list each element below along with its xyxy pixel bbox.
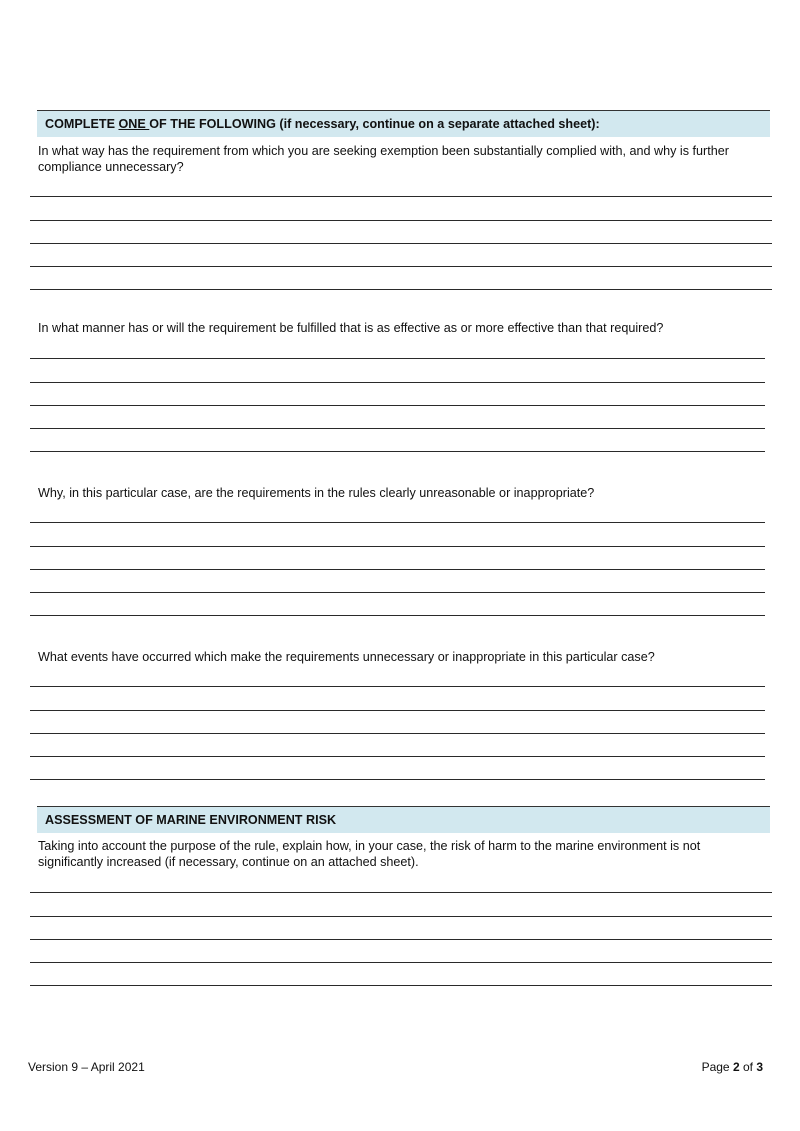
- answer-line[interactable]: [30, 220, 772, 221]
- page-prefix: Page: [701, 1060, 733, 1074]
- answer-line[interactable]: [30, 939, 772, 940]
- section-header-prefix: COMPLETE: [45, 117, 119, 131]
- answer-line[interactable]: [30, 266, 772, 267]
- page-mid: of: [739, 1060, 757, 1074]
- page-number: [702, 1060, 763, 1074]
- answer-line[interactable]: [30, 779, 765, 780]
- answer-line[interactable]: [30, 569, 765, 570]
- section-header-complete-one: [37, 110, 770, 137]
- answer-line[interactable]: [30, 615, 765, 616]
- answer-line[interactable]: [30, 522, 765, 523]
- question-events-occurred: What events have occurred which make the requirements unnecessary or inappropriate in this particular case?: [38, 650, 655, 664]
- answer-line[interactable]: [30, 733, 765, 734]
- section-header-marine-risk: ASSESSMENT OF MARINE ENVIRONMENT RISK: [37, 806, 770, 833]
- version-label: Version 9 – April 2021: [28, 1060, 145, 1074]
- answer-line[interactable]: [30, 243, 772, 244]
- answer-line[interactable]: [30, 289, 772, 290]
- answer-line[interactable]: [30, 196, 772, 197]
- answer-line[interactable]: [30, 405, 765, 406]
- page-total: 3: [756, 1060, 763, 1074]
- answer-line[interactable]: [30, 686, 765, 687]
- answer-line[interactable]: [30, 710, 765, 711]
- question-equivalent-fulfilment: In what manner has or will the requirement be fulfilled that is as effective as or more effective than that required?: [38, 321, 664, 335]
- question-unreasonable-requirements: Why, in this particular case, are the requirements in the rules clearly unreasonable or inappropriate?: [38, 486, 595, 500]
- answer-line[interactable]: [30, 756, 765, 757]
- question-marine-risk: Taking into account the purpose of the rule, explain how, in your case, the risk of harm to the marine environment is not significantly increased (if necessary, continue on an attached sheet).: [38, 839, 701, 869]
- answer-line[interactable]: [30, 451, 765, 452]
- section-header-emphasis: ONE: [118, 117, 150, 131]
- answer-line[interactable]: [30, 382, 765, 383]
- answer-line[interactable]: [30, 985, 772, 986]
- question-substantial-compliance: In what way has the requirement from which you are seeking exemption been substantially complied with, and why is further compliance unnecessary?: [38, 144, 729, 174]
- answer-line[interactable]: [30, 428, 765, 429]
- section-header-suffix: OF THE FOLLOWING (if necessary, continue on a separate attached sheet):: [149, 117, 600, 131]
- answer-line[interactable]: [30, 546, 765, 547]
- page-current: 2: [732, 1060, 740, 1074]
- answer-line[interactable]: [30, 962, 772, 963]
- answer-line[interactable]: [30, 358, 765, 359]
- answer-line[interactable]: [30, 592, 765, 593]
- answer-line[interactable]: [30, 916, 772, 917]
- answer-line[interactable]: [30, 892, 772, 893]
